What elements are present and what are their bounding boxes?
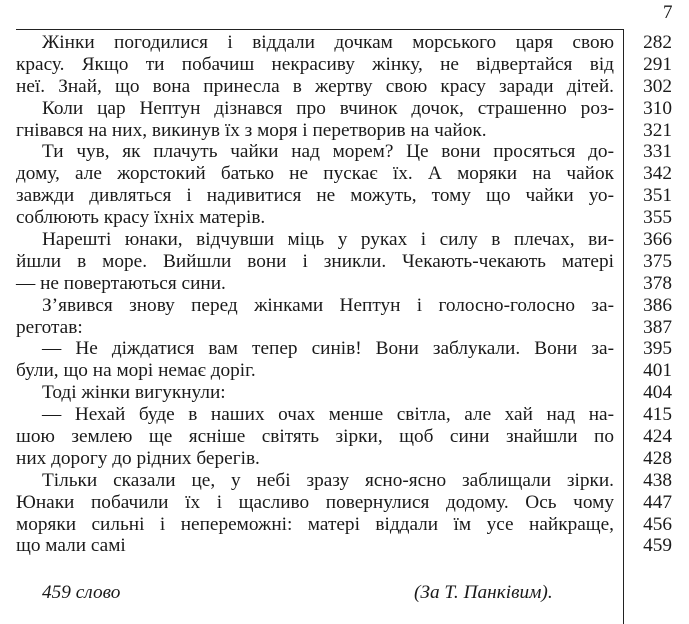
text-line: йшли в море. Вийшли вони і зникли. Чекають-чекають матері <box>16 250 614 272</box>
text-line: що мали самі <box>16 535 126 557</box>
line-word-count: 378 <box>643 272 672 294</box>
line-word-count: 438 <box>643 469 672 491</box>
text-line: Коли цар Нептун дізнався про вчинок дочок, страшенно роз- <box>42 97 614 119</box>
text-line: соблюють красу їхніх матерів. <box>16 207 266 229</box>
line-word-count: 342 <box>643 163 672 185</box>
text-line: Тоді жінки вигукнули: <box>42 382 226 404</box>
line-word-count: 459 <box>643 535 672 557</box>
text-line: неї. Знай, що вона принесла в жертву свою красу заради дітей. <box>16 75 614 97</box>
line-word-count: 447 <box>643 491 672 513</box>
page-number: 7 <box>663 2 673 23</box>
text-line: дому, але жорстокий батько не пускає їх. А моряки на чайок <box>16 163 614 185</box>
line-word-count: 366 <box>643 229 672 251</box>
text-line: шою землею ще ясніше світять зірки, щоб сини знайшли по <box>16 426 614 448</box>
line-word-count: 424 <box>643 426 672 448</box>
source-attribution: (За Т. Панківим). <box>414 582 553 603</box>
text-line: завжди дивляться і надивитися не можуть, тому що чайки уо- <box>16 185 614 207</box>
word-count-column <box>626 32 672 557</box>
column-divider <box>623 29 624 624</box>
text-line: Тільки сказали це, у небі зразу ясно-ясно заблищали зірки. <box>42 469 614 491</box>
text-line: гнівався на них, викинув їх з моря і перетворив на чайок. <box>16 119 487 141</box>
line-word-count: 415 <box>643 404 672 426</box>
story-text <box>16 32 614 557</box>
text-line: З’явився знову перед жінками Нептун і голосно-голосно за- <box>42 294 614 316</box>
line-word-count: 282 <box>643 32 672 53</box>
line-word-count: 387 <box>643 316 672 338</box>
line-word-count: 375 <box>643 250 672 272</box>
text-line: — не повертаються сини. <box>16 272 226 294</box>
top-rule <box>16 29 623 30</box>
text-line: — Не діждатися вам тепер синів! Вони заблукали. Вони за- <box>42 338 614 360</box>
text-line: — Нехай буде в наших очах менше світла, але хай над на- <box>42 404 614 426</box>
line-word-count: 291 <box>643 53 672 75</box>
line-word-count: 331 <box>643 141 672 163</box>
line-word-count: 310 <box>643 97 672 119</box>
line-word-count: 321 <box>643 119 672 141</box>
line-word-count: 386 <box>643 294 672 316</box>
text-line: них дорогу до рідних берегів. <box>16 447 260 469</box>
line-word-count: 401 <box>643 360 672 382</box>
line-word-count: 428 <box>643 447 672 469</box>
line-word-count: 302 <box>643 75 672 97</box>
line-word-count: 404 <box>643 382 672 404</box>
text-line: красу. Якщо ти побачиш некрасиву жінку, не відвертайся від <box>16 53 614 75</box>
line-word-count: 456 <box>643 513 672 535</box>
text-line: Нарешті юнаки, відчувши міць у руках і силу в плечах, ви- <box>42 229 614 251</box>
text-line: моряки сильні і непереможні: матері віддали їм усе найкраще, <box>16 513 614 535</box>
text-line: Юнаки побачили їх і щасливо повернулися додому. Ось чому <box>16 491 614 513</box>
line-word-count: 395 <box>643 338 672 360</box>
line-word-count: 351 <box>643 185 672 207</box>
text-line: реготав: <box>16 316 83 338</box>
line-word-count: 355 <box>643 207 672 229</box>
text-line: були, що на морі немає доріг. <box>16 360 256 382</box>
text-line: Ти чув, як плачуть чайки над морем? Це вони просяться до- <box>42 141 614 163</box>
text-line: Жінки погодилися і віддали дочкам морського царя свою <box>42 32 614 53</box>
total-word-count: 459 слово <box>42 582 121 603</box>
footer <box>16 582 616 606</box>
